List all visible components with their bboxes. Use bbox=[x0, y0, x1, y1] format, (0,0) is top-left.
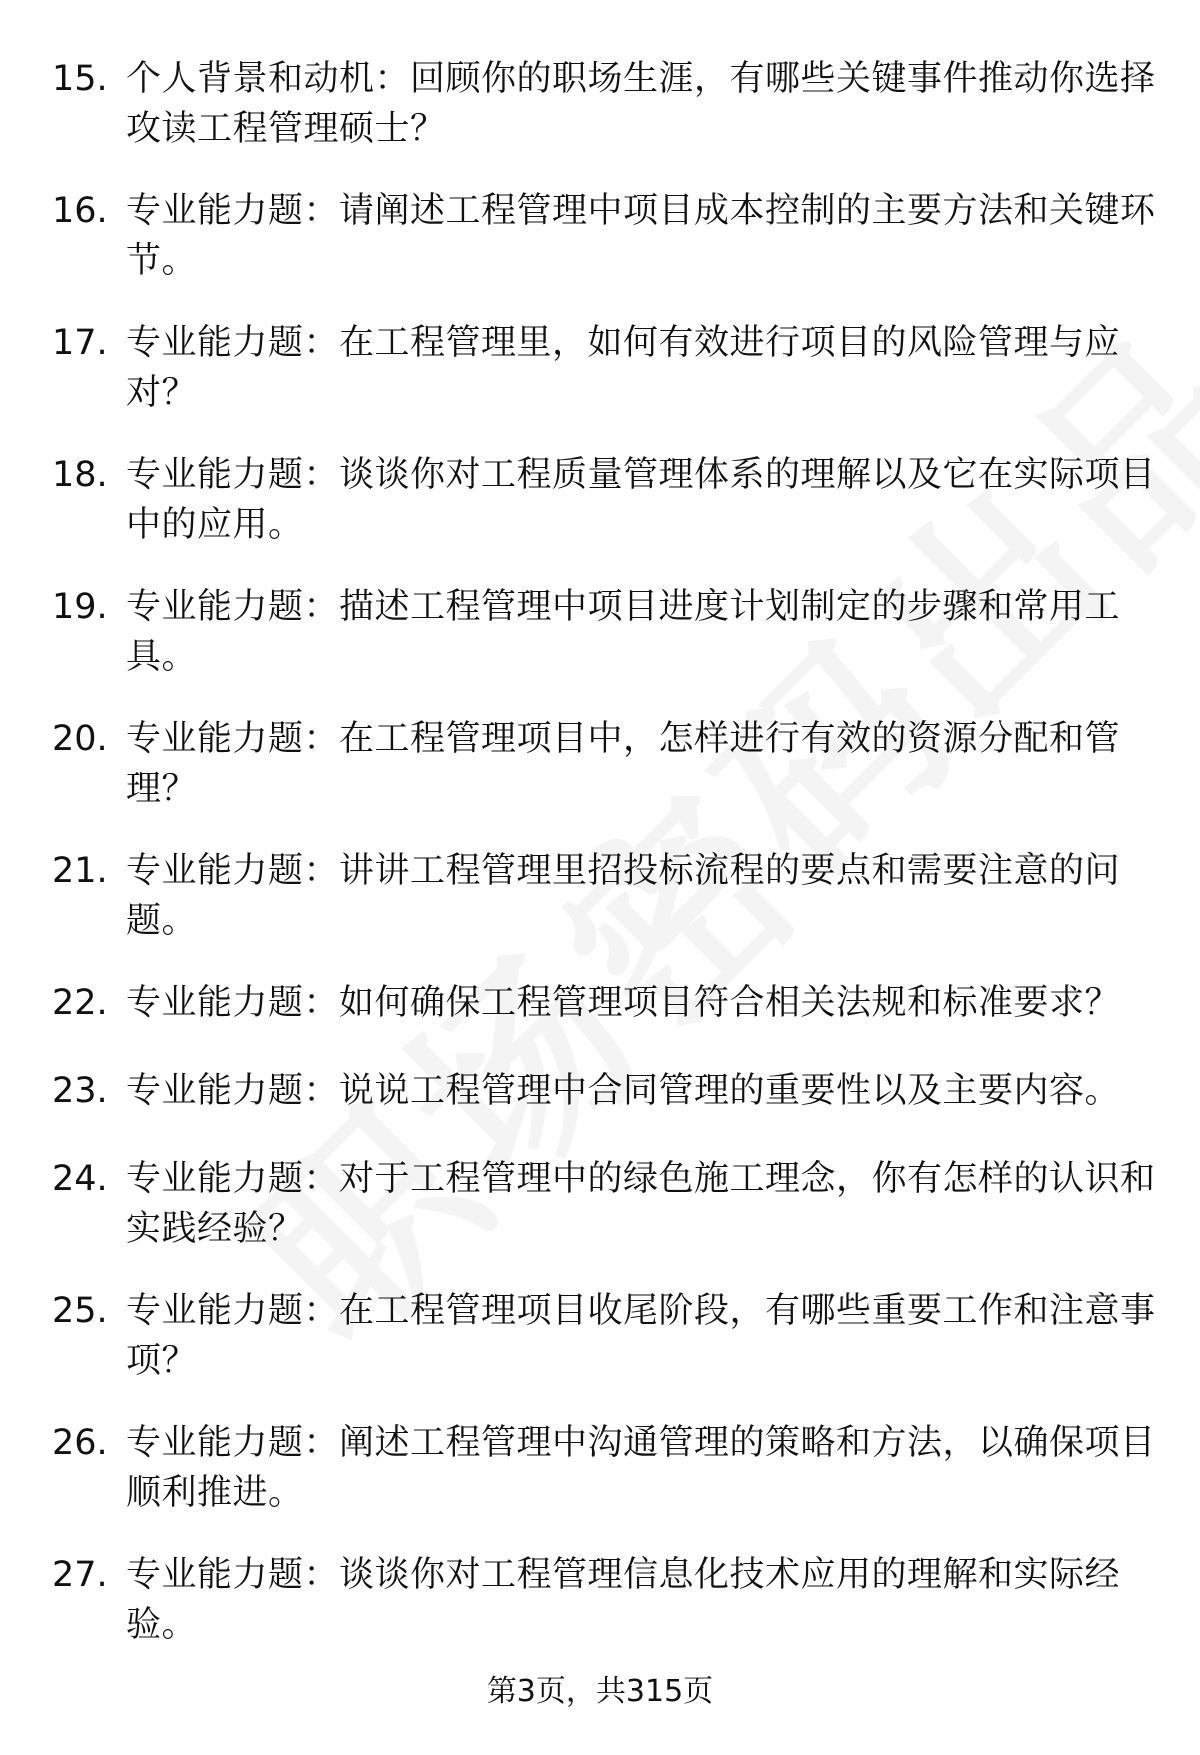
question-text: 专业能力题：如何确保工程管理项目符合相关法规和标准要求？ bbox=[126, 983, 1121, 1023]
page-footer: 第3页，共315页 bbox=[486, 1674, 714, 1709]
question-list bbox=[0, 54, 1200, 1682]
question-number: 25. bbox=[52, 1291, 108, 1331]
list-item bbox=[0, 54, 1200, 186]
list-item bbox=[0, 582, 1200, 714]
question-text: 专业能力题：描述工程管理中项目进度计划制定的步骤和常用工具。 bbox=[126, 587, 1121, 677]
question-number: 19. bbox=[52, 587, 108, 627]
question-number: 18. bbox=[52, 455, 108, 495]
list-item bbox=[0, 1286, 1200, 1418]
list-item bbox=[0, 186, 1200, 318]
question-text: 专业能力题：讲讲工程管理里招投标流程的要点和需要注意的问题。 bbox=[126, 851, 1121, 941]
list-item bbox=[0, 318, 1200, 450]
question-text: 专业能力题：请阐述工程管理中项目成本控制的主要方法和关键环节。 bbox=[126, 191, 1156, 281]
question-text: 专业能力题：对于工程管理中的绿色施工理念，你有怎样的认识和实践经验？ bbox=[126, 1159, 1156, 1249]
question-text: 专业能力题：说说工程管理中合同管理的重要性以及主要内容。 bbox=[126, 1071, 1121, 1111]
list-item bbox=[0, 1550, 1200, 1682]
question-number: 15. bbox=[52, 59, 108, 99]
list-item bbox=[0, 450, 1200, 582]
question-text: 个人背景和动机：回顾你的职场生涯，有哪些关键事件推动你选择攻读工程管理硕士？ bbox=[126, 59, 1156, 149]
list-item bbox=[0, 1154, 1200, 1286]
question-number: 24. bbox=[52, 1159, 108, 1199]
list-item bbox=[0, 978, 1200, 1066]
question-number: 21. bbox=[52, 851, 108, 891]
question-text: 专业能力题：阐述工程管理中沟通管理的策略和方法，以确保项目顺利推进。 bbox=[126, 1423, 1156, 1513]
question-number: 17. bbox=[52, 323, 108, 363]
list-item bbox=[0, 1418, 1200, 1550]
question-number: 26. bbox=[52, 1423, 108, 1463]
list-item bbox=[0, 714, 1200, 846]
question-number: 16. bbox=[52, 191, 108, 231]
question-text: 专业能力题：在工程管理里，如何有效进行项目的风险管理与应对？ bbox=[126, 323, 1121, 413]
list-item bbox=[0, 846, 1200, 978]
question-number: 27. bbox=[52, 1555, 108, 1595]
question-text: 专业能力题：谈谈你对工程质量管理体系的理解以及它在实际项目中的应用。 bbox=[126, 455, 1156, 545]
question-text: 专业能力题：在工程管理项目中，怎样进行有效的资源分配和管理？ bbox=[126, 719, 1121, 809]
question-number: 22. bbox=[52, 983, 108, 1023]
question-number: 20. bbox=[52, 719, 108, 759]
question-text: 专业能力题：谈谈你对工程管理信息化技术应用的理解和实际经验。 bbox=[126, 1555, 1121, 1645]
question-text: 专业能力题：在工程管理项目收尾阶段，有哪些重要工作和注意事项？ bbox=[126, 1291, 1156, 1381]
question-number: 23. bbox=[52, 1071, 108, 1111]
list-item bbox=[0, 1066, 1200, 1154]
